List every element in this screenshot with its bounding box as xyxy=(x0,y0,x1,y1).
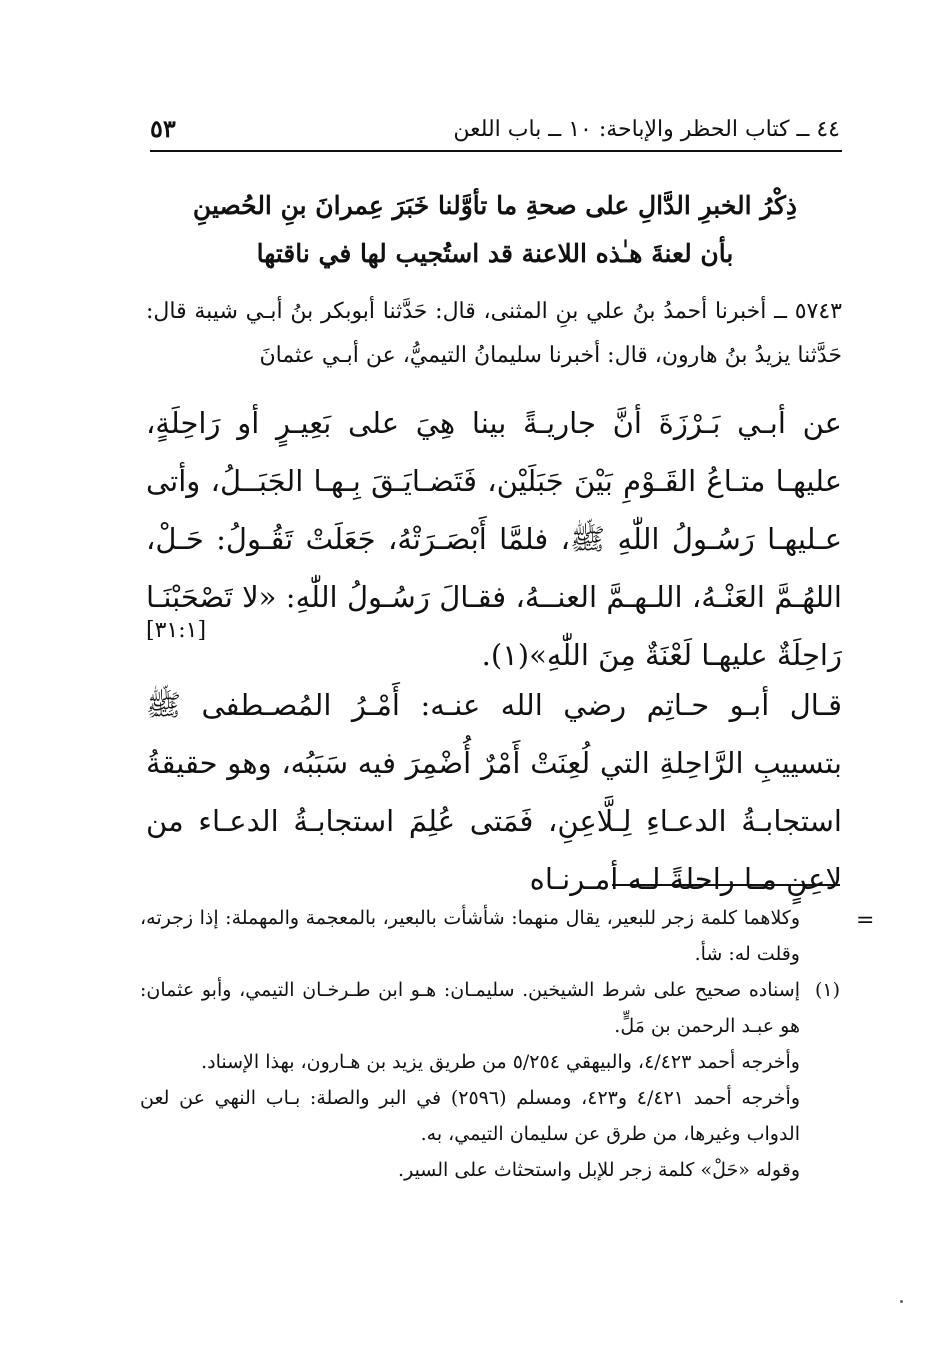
footnote-continued-text: وكلاهما كلمة زجر للبعير، يقال منهما: شأشأت بالبعير، بالمعجمة والمهملة: إذا زجرته، وقلت له: شأ. xyxy=(140,907,800,965)
scan-speck xyxy=(900,1300,903,1303)
page-number: ٥٣ xyxy=(150,114,176,143)
heading-line-2: بأن لعنةَ هـٰذه اللاعنة قد استُجيب لها في ناقتها xyxy=(256,239,734,268)
hadith-isnad: ٥٧٤٣ ــ أخبرنا أحمدُ بنُ علي بنِ المثنى، قال: حَدَّثنا أبوبكر بنُ أبـي شيبة قال: حَدَّثنا يزيدُ بنُ هارون، قال: أخبرنا سليمانُ التيميُّ، عن أبـي عثمانَ xyxy=(146,299,842,368)
hadith-text: عن أبـي بَـرْزَةَ أنَّ جاريـةً بينا هِيَ على بَعِيـرٍ أو رَاحِلَةٍ، عليهـا متـاعُ القَـوْمِ بَيْنَ جَبَلَيْن، فَتَضـايَـقَ بِـهـا الجَبَــلُ، وأتى عـليهـا رَسُـولُ اللّٰهِ ﷺ، فلمَّا أَبْصَـرَتْهُ، جَعَلَتْ تَقُـولُ: حَـلْ، اللهُـمَّ العَنْـهُ، اللـهـمَّ العنــهُ، فقـالَ رَسُـولُ اللّٰهِ: «لا تَصْحَبْنَـا رَاحِلَةٌ عليهـا لَعْنَةٌ مِنَ اللّٰهِ»(١). xyxy=(146,406,842,672)
footnote-1-text: إسناده صحيح على شرط الشيخين. سليمـان: هـو ابن طـرخـان التيمي، وأبو عثمان: هو عبـد الرحمن بن مَلٍّ. xyxy=(140,979,800,1037)
header-rule xyxy=(150,150,842,152)
header-title: ٤٤ ــ كتاب الحظر والإباحة: ١٠ ــ باب اللعن xyxy=(453,117,840,142)
abu-hatim-comment: قـال أبـو حـاتِم رضي الله عنـه: أَمْـرُ المُصـطفى ﷺ بتسييبِ الرَّاحِلةِ التي لُعِنَتْ أَمْرٌ أُضْمِرَ فيه سَبَبُه، وهو حقيقةُ استجابـةُ الدعـاءِ لِـلَّاعِنِ، فَمَتى عُلِمَ استجابـةُ الدعـاء من لاعِنٍ مـا راحلةً لـه أمـرنـاه xyxy=(146,688,842,896)
footnote-1-paragraph-2: وأخرجه أحمد ٤/٤٢٣، والبيهقي ٥/٢٥٤ من طريق يزيد بن هـارون، بهذا الإسناد. xyxy=(201,1051,800,1073)
footnote-1-number: (١) xyxy=(814,979,840,1001)
footnote-1 xyxy=(140,972,840,1044)
footnote-separator xyxy=(612,884,840,886)
footnote-1-paragraph-4: وقوله «حَلْ» كلمة زجر للإبل واستحثاث على السير. xyxy=(398,1159,800,1181)
running-header xyxy=(150,112,840,148)
section-heading xyxy=(150,182,840,278)
heading-line-1: ذِكْرُ الخبرِ الدَّالِ على صحةِ ما تأوَّلنا خَبَرَ عِمرانَ بنِ الحُصينِ xyxy=(192,191,798,220)
footnote-1-paragraph-3: وأخرجه أحمد ٤/٤٢١ و٤٢٣، ومسلم (٢٥٩٦) في البر والصلة: بـاب النهي عن لعن الدواب وغيرها، من طرق عن سليمان التيمي، به. xyxy=(140,1087,800,1145)
reference-code: [٣١:١] xyxy=(146,618,207,643)
footnote-continued-mark: = xyxy=(856,908,875,933)
footnotes xyxy=(140,900,840,1188)
